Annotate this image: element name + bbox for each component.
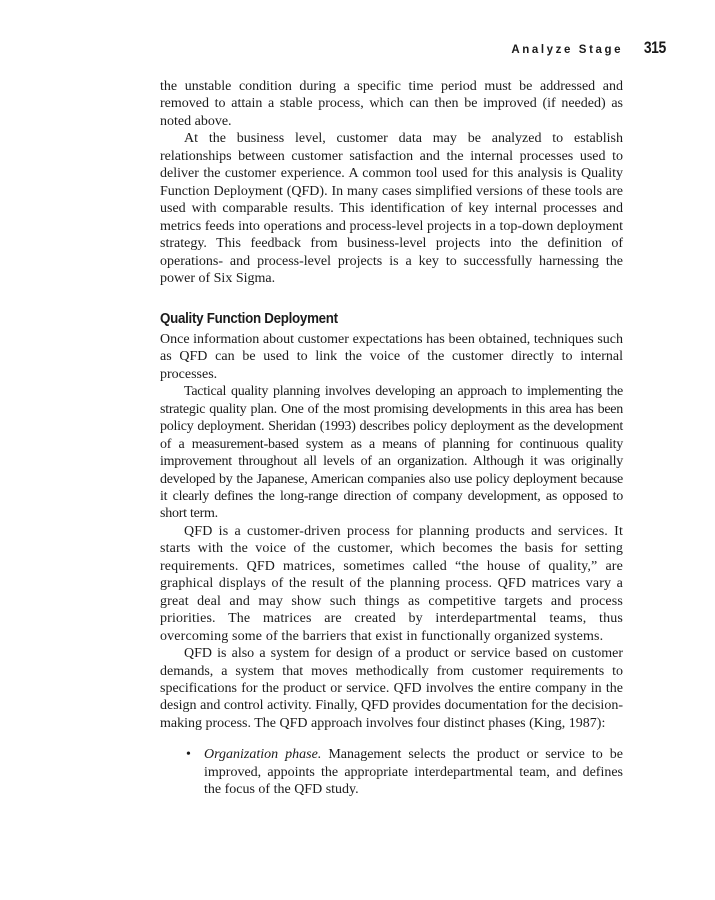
paragraph: the unstable condition during a specific time period must be addressed and removed to attain a stable process, which can then be improved (if needed) as noted above. [160,79,623,129]
bullet-text: Management selects the product or service to be improved, appoints the appropriate interdepartmental team, and defines the focus of the QFD study. [204,747,623,798]
bullet-marker: • [186,747,191,763]
paragraph: Tactical quality planning involves developing an approach to implementing the strategic quality plan. One of the most promising developments in this area has been policy deployment. Sheridan (1993) describes policy deployment as the development of a measurement-based system as a means of planning for continuous quality improvement throughout all levels of an organization. Although it was originally developed by the Japanese, American companies also use policy deployment because it clearly defines the long-range direction of company development, as opposed to short term. [160,384,623,522]
section-title: Analyze Stage [511,44,624,56]
paragraph: QFD is a customer-driven process for planning products and services. It starts with the voice of the customer, which becomes the basis for setting requirements. QFD matrices, sometimes called “the house of quality,” are graphical displays of the result of the planning process. QFD matrices vary a great deal and may show such things as competitive targets and process priorities. The matrices are created by interdepartmental teams, thus overcoming some of the barriers that exist in functionally organized systems. [160,523,623,644]
bullet-term: Organization phase. [204,747,322,763]
running-header [160,38,666,58]
list-item [160,746,623,798]
section-heading: Quality Function Deployment [160,311,338,328]
paragraph: At the business level, customer data may be analyzed to establish relationships between customer satisfaction and the internal processes used to deliver the customer experience. A common tool used for this analysis is Quality Function Deployment (QFD). In many cases simplified versions of these tools are used with comparable results. This identification of key internal processes and metrics feeds into operations and process-level projects in a top-down deployment strategy. This feedback from business-level projects into the definition of operations- and process-level projects is a key to successfully harnessing the power of Six Sigma. [160,131,623,286]
body-text [160,78,623,799]
paragraph: QFD is also a system for design of a product or service based on customer demands, a system that moves methodically from customer requirements to specifications for the product or service. QFD involves the entire company in the design and control activity. Finally, QFD provides documentation for the decision-making process. The QFD approach involves four distinct phases (King, 1987): [160,646,623,731]
bullet-list [160,746,623,798]
page-number: 315 [643,38,666,57]
paragraph: Once information about customer expectations has been obtained, techniques such as QFD can be used to link the voice of the customer directly to internal processes. [160,331,623,382]
